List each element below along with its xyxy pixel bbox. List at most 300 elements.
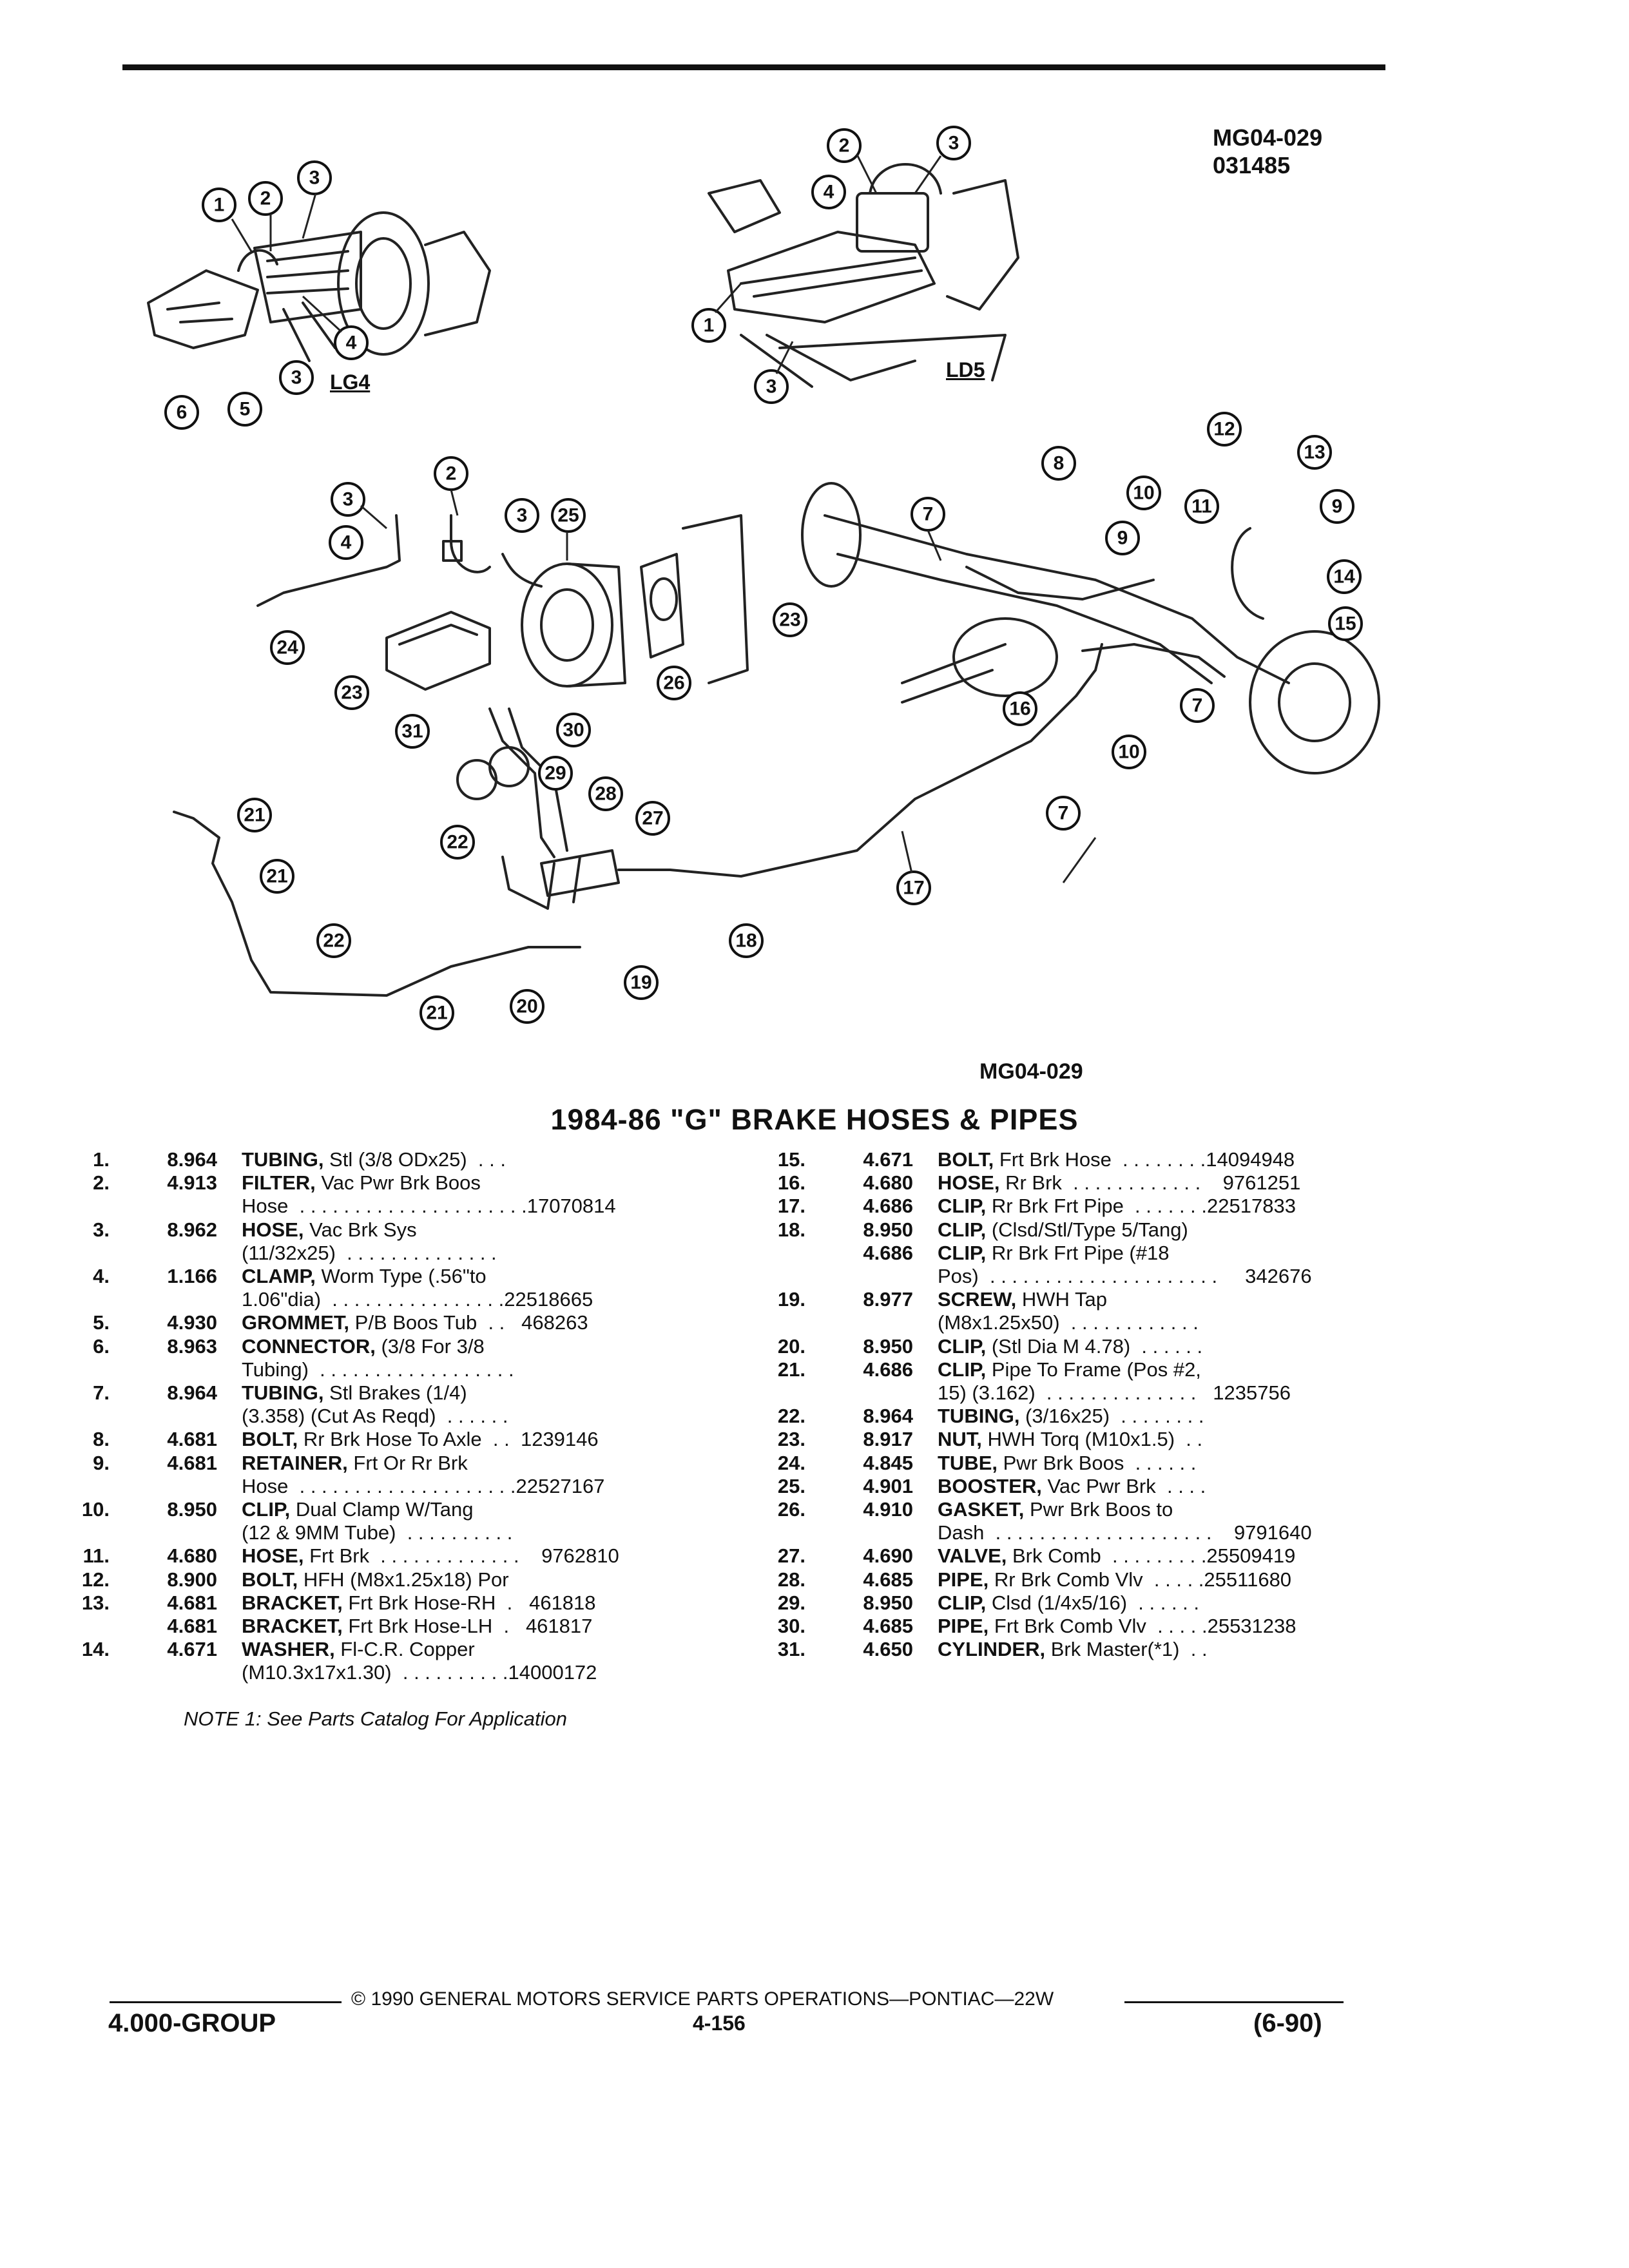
- parts-list-row: [58, 1171, 619, 1195]
- parts-list-row: [58, 1661, 619, 1684]
- group-code: 4.686: [863, 1358, 913, 1381]
- part-index: 29.: [777, 1591, 805, 1614]
- parts-list-row: [754, 1475, 1312, 1498]
- parts-list-row: [58, 1242, 619, 1265]
- svg-text:25: 25: [557, 505, 579, 526]
- parts-list-row: [58, 1381, 619, 1405]
- part-detail: Stl Brakes (1/4): [323, 1381, 467, 1405]
- part-detail: (3/16x25) . . . . . . . .: [1019, 1405, 1204, 1428]
- part-index: 12.: [81, 1568, 110, 1591]
- part-description: [242, 1428, 599, 1451]
- parts-list-row: [754, 1544, 1312, 1568]
- part-description: [938, 1615, 1296, 1638]
- part-index: 24.: [777, 1451, 805, 1474]
- part-name: HOSE,: [938, 1171, 1000, 1195]
- part-index: [754, 1265, 805, 1288]
- parts-list-row: [58, 1544, 619, 1568]
- svg-text:29: 29: [545, 762, 566, 784]
- part-description: [242, 1452, 468, 1475]
- part-description: [938, 1358, 1201, 1381]
- page-number: 4-156: [693, 2012, 746, 2035]
- group-code: 4.681: [167, 1591, 217, 1614]
- parts-list-row: [754, 1405, 1312, 1428]
- part-description: [242, 1311, 588, 1334]
- part-description: [242, 1381, 467, 1405]
- part-index: [58, 1405, 110, 1428]
- group-code: [110, 1405, 242, 1428]
- parts-list-row: [58, 1405, 619, 1428]
- svg-text:9: 9: [1117, 527, 1128, 549]
- svg-text:4: 4: [345, 332, 357, 354]
- part-name: TUBING,: [938, 1405, 1020, 1428]
- group-code: 8.950: [863, 1334, 913, 1358]
- part-name: BRACKET,: [242, 1591, 343, 1614]
- part-detail: Frt Brk . . . . . . . . . . . . . 9762810: [304, 1544, 619, 1568]
- parts-list-right: [754, 1148, 1312, 1661]
- parts-list-row: [754, 1358, 1312, 1381]
- part-name: PIPE,: [938, 1615, 989, 1638]
- parts-list-row: [754, 1242, 1312, 1265]
- part-index: 8.: [93, 1428, 110, 1451]
- parts-list-row: [58, 1591, 619, 1615]
- part-index: 15.: [777, 1148, 805, 1171]
- copyright-line: © 1990 GENERAL MOTORS SERVICE PARTS OPERATIONS—PONTIAC—22W: [351, 1988, 1054, 2010]
- svg-text:1: 1: [703, 314, 715, 336]
- svg-text:8: 8: [1053, 452, 1065, 474]
- svg-text:3: 3: [948, 132, 959, 154]
- svg-text:28: 28: [595, 783, 617, 805]
- part-description: (3.358) (Cut As Reqd) . . . . . .: [242, 1405, 508, 1428]
- part-description: [938, 1452, 1196, 1475]
- group-code: 4.680: [167, 1544, 217, 1568]
- part-description: [938, 1288, 1107, 1311]
- part-index: 7.: [93, 1381, 110, 1405]
- part-description: [938, 1544, 1295, 1568]
- part-name: GASKET,: [938, 1498, 1025, 1521]
- svg-text:7: 7: [1191, 695, 1203, 716]
- part-index: 22.: [777, 1405, 805, 1428]
- part-description: [938, 1568, 1291, 1591]
- svg-text:20: 20: [516, 995, 538, 1017]
- group-code: [110, 1195, 242, 1218]
- part-name: CLIP,: [938, 1218, 987, 1241]
- svg-text:7: 7: [1057, 802, 1069, 824]
- svg-text:4: 4: [340, 532, 352, 553]
- group-code: 8.950: [863, 1591, 913, 1614]
- part-description: (11/32x25) . . . . . . . . . . . . . .: [242, 1241, 497, 1264]
- part-name: PIPE,: [938, 1568, 989, 1591]
- part-index: 20.: [777, 1334, 805, 1358]
- part-name: BOLT,: [242, 1568, 298, 1591]
- part-detail: Pipe To Frame (Pos #2,: [986, 1358, 1201, 1381]
- parts-list-row: [754, 1265, 1312, 1288]
- parts-list-row: [754, 1498, 1312, 1521]
- parts-list-row: [58, 1265, 619, 1288]
- part-name: CYLINDER,: [938, 1638, 1046, 1661]
- svg-text:21: 21: [266, 865, 288, 887]
- part-name: CLIP,: [938, 1334, 987, 1358]
- part-description: Hose . . . . . . . . . . . . . . . . . . . .22527167: [242, 1474, 605, 1497]
- part-detail: Clsd (1/4x5/16) . . . . . .: [986, 1591, 1200, 1614]
- lg4-engine-illustration: [148, 213, 490, 361]
- part-index: [58, 1475, 110, 1498]
- parts-list-row: [58, 1452, 619, 1475]
- parts-list-row: [754, 1452, 1312, 1475]
- group-code: 8.900: [167, 1568, 217, 1591]
- part-index: [58, 1195, 110, 1218]
- part-name: TUBING,: [242, 1148, 324, 1171]
- svg-text:14: 14: [1333, 566, 1355, 588]
- group-code: 4.681: [167, 1615, 217, 1638]
- parts-list-row: [754, 1615, 1312, 1638]
- svg-text:17: 17: [903, 877, 925, 899]
- parts-list-row: [58, 1288, 619, 1311]
- engine-label-ld5: LD5: [946, 358, 985, 381]
- part-description: Hose . . . . . . . . . . . . . . . . . . . . .17070814: [242, 1195, 616, 1218]
- part-detail: Stl (3/8 ODx25) . . .: [323, 1148, 506, 1171]
- part-description: [242, 1638, 475, 1661]
- part-detail: Brk Master(*1) . .: [1045, 1638, 1208, 1661]
- footnote: NOTE 1: See Parts Catalog For Application: [184, 1707, 568, 1730]
- part-detail: Pwr Brk Boos to: [1024, 1498, 1173, 1521]
- svg-text:9: 9: [1331, 495, 1343, 517]
- part-index: 3.: [93, 1218, 110, 1241]
- part-index: 18.: [777, 1218, 805, 1241]
- part-description: [938, 1148, 1295, 1171]
- part-detail: (3/8 For 3/8: [375, 1334, 485, 1358]
- part-index: 27.: [777, 1544, 805, 1568]
- part-description: [938, 1591, 1199, 1615]
- part-detail: Vac Pwr Brk Boos: [315, 1171, 481, 1195]
- group-code: 4.681: [167, 1428, 217, 1451]
- part-description: [242, 1171, 481, 1195]
- part-detail: Frt Brk Hose-LH . 461817: [342, 1615, 593, 1638]
- svg-text:4: 4: [823, 181, 834, 203]
- part-index: 5.: [93, 1311, 110, 1334]
- part-detail: Frt Brk Hose-RH . 461818: [342, 1591, 596, 1614]
- parts-list-row: [754, 1335, 1312, 1358]
- group-code: [110, 1288, 242, 1311]
- part-name: TUBING,: [242, 1381, 324, 1405]
- parts-list-row: [754, 1311, 1312, 1334]
- ld5-engine-illustration: [709, 164, 1018, 387]
- part-index: 25.: [777, 1474, 805, 1497]
- part-detail: Vac Pwr Brk . . . .: [1041, 1474, 1206, 1497]
- part-name: CLIP,: [242, 1498, 291, 1521]
- part-name: BRACKET,: [242, 1615, 343, 1638]
- group-code: 8.964: [167, 1381, 217, 1405]
- svg-text:7: 7: [922, 503, 934, 525]
- group-code: [805, 1381, 938, 1405]
- footer-rule-left: [110, 2001, 342, 2003]
- parts-list-row: [58, 1498, 619, 1521]
- parts-list-row: [58, 1218, 619, 1242]
- group-code: 4.910: [863, 1498, 913, 1521]
- part-name: SCREW,: [938, 1288, 1017, 1311]
- figure-code: 031485: [1213, 152, 1291, 178]
- part-index: 10.: [81, 1498, 110, 1521]
- footer-rule-right: [1124, 2001, 1344, 2003]
- part-description: [938, 1195, 1296, 1218]
- part-index: 1.: [93, 1148, 110, 1171]
- parts-list-row: [58, 1358, 619, 1381]
- svg-text:26: 26: [663, 672, 685, 694]
- part-detail: Frt Or Rr Brk: [347, 1451, 468, 1474]
- part-index: 21.: [777, 1358, 805, 1381]
- group-code: 4.845: [863, 1451, 913, 1474]
- part-name: FILTER,: [242, 1171, 316, 1195]
- part-detail: HWH Torq (M10x1.5) . .: [981, 1428, 1203, 1451]
- svg-text:24: 24: [276, 637, 298, 658]
- parts-list-row: [58, 1615, 619, 1638]
- svg-text:3: 3: [516, 505, 528, 526]
- part-detail: P/B Boos Tub . . 468263: [349, 1311, 588, 1334]
- part-index: [754, 1311, 805, 1334]
- part-detail: Worm Type (.56"to: [315, 1265, 487, 1288]
- parts-list-row: [58, 1638, 619, 1661]
- group-code: 8.962: [167, 1218, 217, 1241]
- group-code: 8.977: [863, 1288, 913, 1311]
- parts-list-row: [58, 1335, 619, 1358]
- part-description: (M10.3x17x1.30) . . . . . . . . . .14000172: [242, 1661, 597, 1684]
- part-index: [58, 1615, 110, 1638]
- part-description: [242, 1568, 509, 1591]
- part-index: [754, 1521, 805, 1544]
- part-description: [938, 1405, 1204, 1428]
- part-name: CLIP,: [938, 1591, 987, 1614]
- parts-list-row: [754, 1568, 1312, 1591]
- part-detail: Rr Brk . . . . . . . . . . . . 9761251: [999, 1171, 1301, 1195]
- part-name: VALVE,: [938, 1544, 1007, 1568]
- part-index: 26.: [777, 1498, 805, 1521]
- group-code: 4.685: [863, 1615, 913, 1638]
- part-index: [754, 1381, 805, 1405]
- part-index: 31.: [777, 1638, 805, 1661]
- group-code: 8.963: [167, 1334, 217, 1358]
- part-index: [58, 1358, 110, 1381]
- group-code: 4.685: [863, 1568, 913, 1591]
- parts-list-row: [754, 1171, 1312, 1195]
- parts-list-row: [754, 1288, 1312, 1311]
- part-index: 6.: [93, 1334, 110, 1358]
- part-description: [242, 1335, 485, 1358]
- svg-text:22: 22: [447, 831, 468, 853]
- part-index: 17.: [777, 1195, 805, 1218]
- part-detail: Brk Comb . . . . . . . . .25509419: [1007, 1544, 1296, 1568]
- svg-text:23: 23: [341, 682, 363, 704]
- parts-list-row: [754, 1521, 1312, 1544]
- part-name: HOSE,: [242, 1544, 304, 1568]
- group-code: [110, 1242, 242, 1265]
- part-name: CLIP,: [938, 1241, 987, 1264]
- part-detail: Rr Brk Frt Pipe . . . . . . .22517833: [986, 1195, 1296, 1218]
- part-index: [58, 1521, 110, 1544]
- figure-id: MG04-029: [1213, 124, 1323, 151]
- part-detail: Frt Brk Hose . . . . . . . .14094948: [994, 1148, 1295, 1171]
- group-code: 8.950: [167, 1498, 217, 1521]
- part-index: [754, 1242, 805, 1265]
- svg-text:13: 13: [1304, 441, 1325, 463]
- group-code: [110, 1475, 242, 1498]
- part-name: CONNECTOR,: [242, 1334, 376, 1358]
- svg-text:21: 21: [244, 804, 265, 826]
- part-index: 19.: [777, 1288, 805, 1311]
- parts-list-row: [58, 1475, 619, 1498]
- parts-list-row: [754, 1428, 1312, 1451]
- engine-label-lg4: LG4: [330, 370, 371, 394]
- part-index: [58, 1288, 110, 1311]
- group-code: 8.964: [167, 1148, 217, 1171]
- part-description: [242, 1591, 596, 1615]
- svg-text:30: 30: [563, 719, 584, 741]
- parts-list-row: [754, 1195, 1312, 1218]
- part-description: [242, 1544, 619, 1568]
- parts-list-row: [58, 1311, 619, 1334]
- part-description: 1.06"dia) . . . . . . . . . . . . . . . .22518665: [242, 1288, 593, 1311]
- group-code: 4.671: [167, 1638, 217, 1661]
- part-index: 14.: [81, 1638, 110, 1661]
- revision-date: (6-90): [1253, 2009, 1322, 2037]
- svg-text:23: 23: [779, 609, 801, 631]
- group-code: [805, 1265, 938, 1288]
- svg-text:27: 27: [642, 807, 664, 829]
- part-index: 11.: [82, 1544, 110, 1568]
- part-name: HOSE,: [242, 1218, 304, 1241]
- svg-text:12: 12: [1213, 418, 1235, 440]
- part-description: [938, 1498, 1173, 1521]
- svg-text:3: 3: [342, 488, 354, 510]
- part-detail: HWH Tap: [1016, 1288, 1107, 1311]
- part-description: [242, 1615, 592, 1638]
- group-code: 8.950: [863, 1218, 913, 1241]
- part-index: 9.: [93, 1451, 110, 1474]
- parts-list-row: [754, 1591, 1312, 1615]
- part-detail: Fl-C.R. Copper: [334, 1638, 475, 1661]
- svg-text:2: 2: [838, 135, 850, 157]
- group-code: 4.650: [863, 1638, 913, 1661]
- part-detail: HFH (M8x1.25x18) Por: [298, 1568, 509, 1591]
- part-description: [938, 1475, 1206, 1498]
- parts-list-row: [58, 1195, 619, 1218]
- svg-text:2: 2: [445, 463, 457, 485]
- part-name: CLIP,: [938, 1195, 987, 1218]
- group-code: 4.690: [863, 1544, 913, 1568]
- part-index: 4.: [93, 1265, 110, 1288]
- part-index: [58, 1242, 110, 1265]
- part-name: BOLT,: [938, 1148, 994, 1171]
- group-code: 4.901: [863, 1474, 913, 1497]
- part-detail: (Stl Dia M 4.78) . . . . . .: [986, 1334, 1203, 1358]
- parts-list-row: [58, 1568, 619, 1591]
- parts-list-row: [58, 1521, 619, 1544]
- part-name: WASHER,: [242, 1638, 335, 1661]
- part-detail: Vac Brk Sys: [304, 1218, 417, 1241]
- parts-list-row: [754, 1381, 1312, 1405]
- part-name: CLAMP,: [242, 1265, 316, 1288]
- parts-list-row: [754, 1638, 1312, 1661]
- group-code: [805, 1521, 938, 1544]
- part-name: RETAINER,: [242, 1451, 348, 1474]
- parts-list-row: [58, 1148, 619, 1171]
- group-code: 8.917: [863, 1428, 913, 1451]
- group-code: [110, 1358, 242, 1381]
- part-index: 23.: [777, 1428, 805, 1451]
- group-code: 4.681: [167, 1451, 217, 1474]
- part-description: (M8x1.25x50) . . . . . . . . . . . .: [938, 1311, 1199, 1334]
- part-name: GROMMET,: [242, 1311, 350, 1334]
- svg-text:3: 3: [309, 167, 320, 189]
- callout-label: 1: [213, 194, 225, 216]
- svg-text:11: 11: [1191, 495, 1212, 517]
- part-detail: Rr Brk Comb Vlv . . . . .25511680: [988, 1568, 1292, 1591]
- part-detail: Rr Brk Hose To Axle . . 1239146: [298, 1428, 599, 1451]
- brake-diagram: [0, 0, 1629, 1095]
- group-code: 1.166: [167, 1265, 217, 1288]
- svg-text:10: 10: [1118, 741, 1140, 763]
- svg-text:21: 21: [426, 1002, 448, 1024]
- part-index: [58, 1661, 110, 1684]
- part-index: 2.: [93, 1171, 110, 1195]
- part-detail: (Clsd/Stl/Type 5/Tang): [986, 1218, 1188, 1241]
- part-index: 13.: [81, 1591, 110, 1614]
- svg-text:22: 22: [323, 930, 345, 952]
- group-code: 4.686: [863, 1241, 913, 1264]
- parts-list-row: [754, 1148, 1312, 1171]
- part-name: BOLT,: [242, 1428, 298, 1451]
- part-name: CLIP,: [938, 1358, 987, 1381]
- part-name: NUT,: [938, 1428, 982, 1451]
- part-description: (12 & 9MM Tube) . . . . . . . . . .: [242, 1521, 513, 1544]
- group-code: 8.964: [863, 1405, 913, 1428]
- svg-text:18: 18: [735, 930, 757, 952]
- group-code: 4.930: [167, 1311, 217, 1334]
- group-code: [110, 1661, 242, 1684]
- part-description: [938, 1218, 1188, 1242]
- part-detail: Pwr Brk Boos . . . . . .: [998, 1451, 1197, 1474]
- svg-text:15: 15: [1335, 613, 1356, 635]
- svg-text:10: 10: [1133, 482, 1155, 504]
- part-description: [938, 1335, 1202, 1358]
- group-code: 4.680: [863, 1171, 913, 1195]
- svg-text:31: 31: [401, 720, 423, 742]
- part-description: 15) (3.162) . . . . . . . . . . . . . . 1235756: [938, 1381, 1291, 1405]
- figure-id-bottom: MG04-029: [979, 1059, 1083, 1084]
- part-description: Dash . . . . . . . . . . . . . . . . . . . . 9791640: [938, 1521, 1312, 1544]
- part-description: Tubing) . . . . . . . . . . . . . . . . . .: [242, 1358, 514, 1381]
- main-brake-system-illustration: [174, 483, 1379, 995]
- svg-text:3: 3: [766, 376, 777, 398]
- part-index: 30.: [777, 1615, 805, 1638]
- part-name: TUBE,: [938, 1451, 998, 1474]
- group-code: 4.913: [167, 1171, 217, 1195]
- parts-list-row: [58, 1428, 619, 1451]
- part-detail: Frt Brk Comb Vlv . . . . .25531238: [988, 1615, 1296, 1638]
- part-detail: Dual Clamp W/Tang: [290, 1498, 474, 1521]
- group-code: 4.686: [863, 1195, 913, 1218]
- svg-text:5: 5: [239, 398, 251, 420]
- part-description: [938, 1242, 1169, 1265]
- part-name: BOOSTER,: [938, 1474, 1042, 1497]
- svg-text:3: 3: [291, 367, 302, 389]
- svg-text:2: 2: [260, 187, 271, 209]
- parts-list-left: [58, 1148, 619, 1685]
- group-code: [110, 1521, 242, 1544]
- svg-text:19: 19: [630, 972, 652, 994]
- svg-text:6: 6: [176, 401, 188, 423]
- part-index: 16.: [777, 1171, 805, 1195]
- part-description: [938, 1638, 1208, 1661]
- part-description: [242, 1498, 474, 1521]
